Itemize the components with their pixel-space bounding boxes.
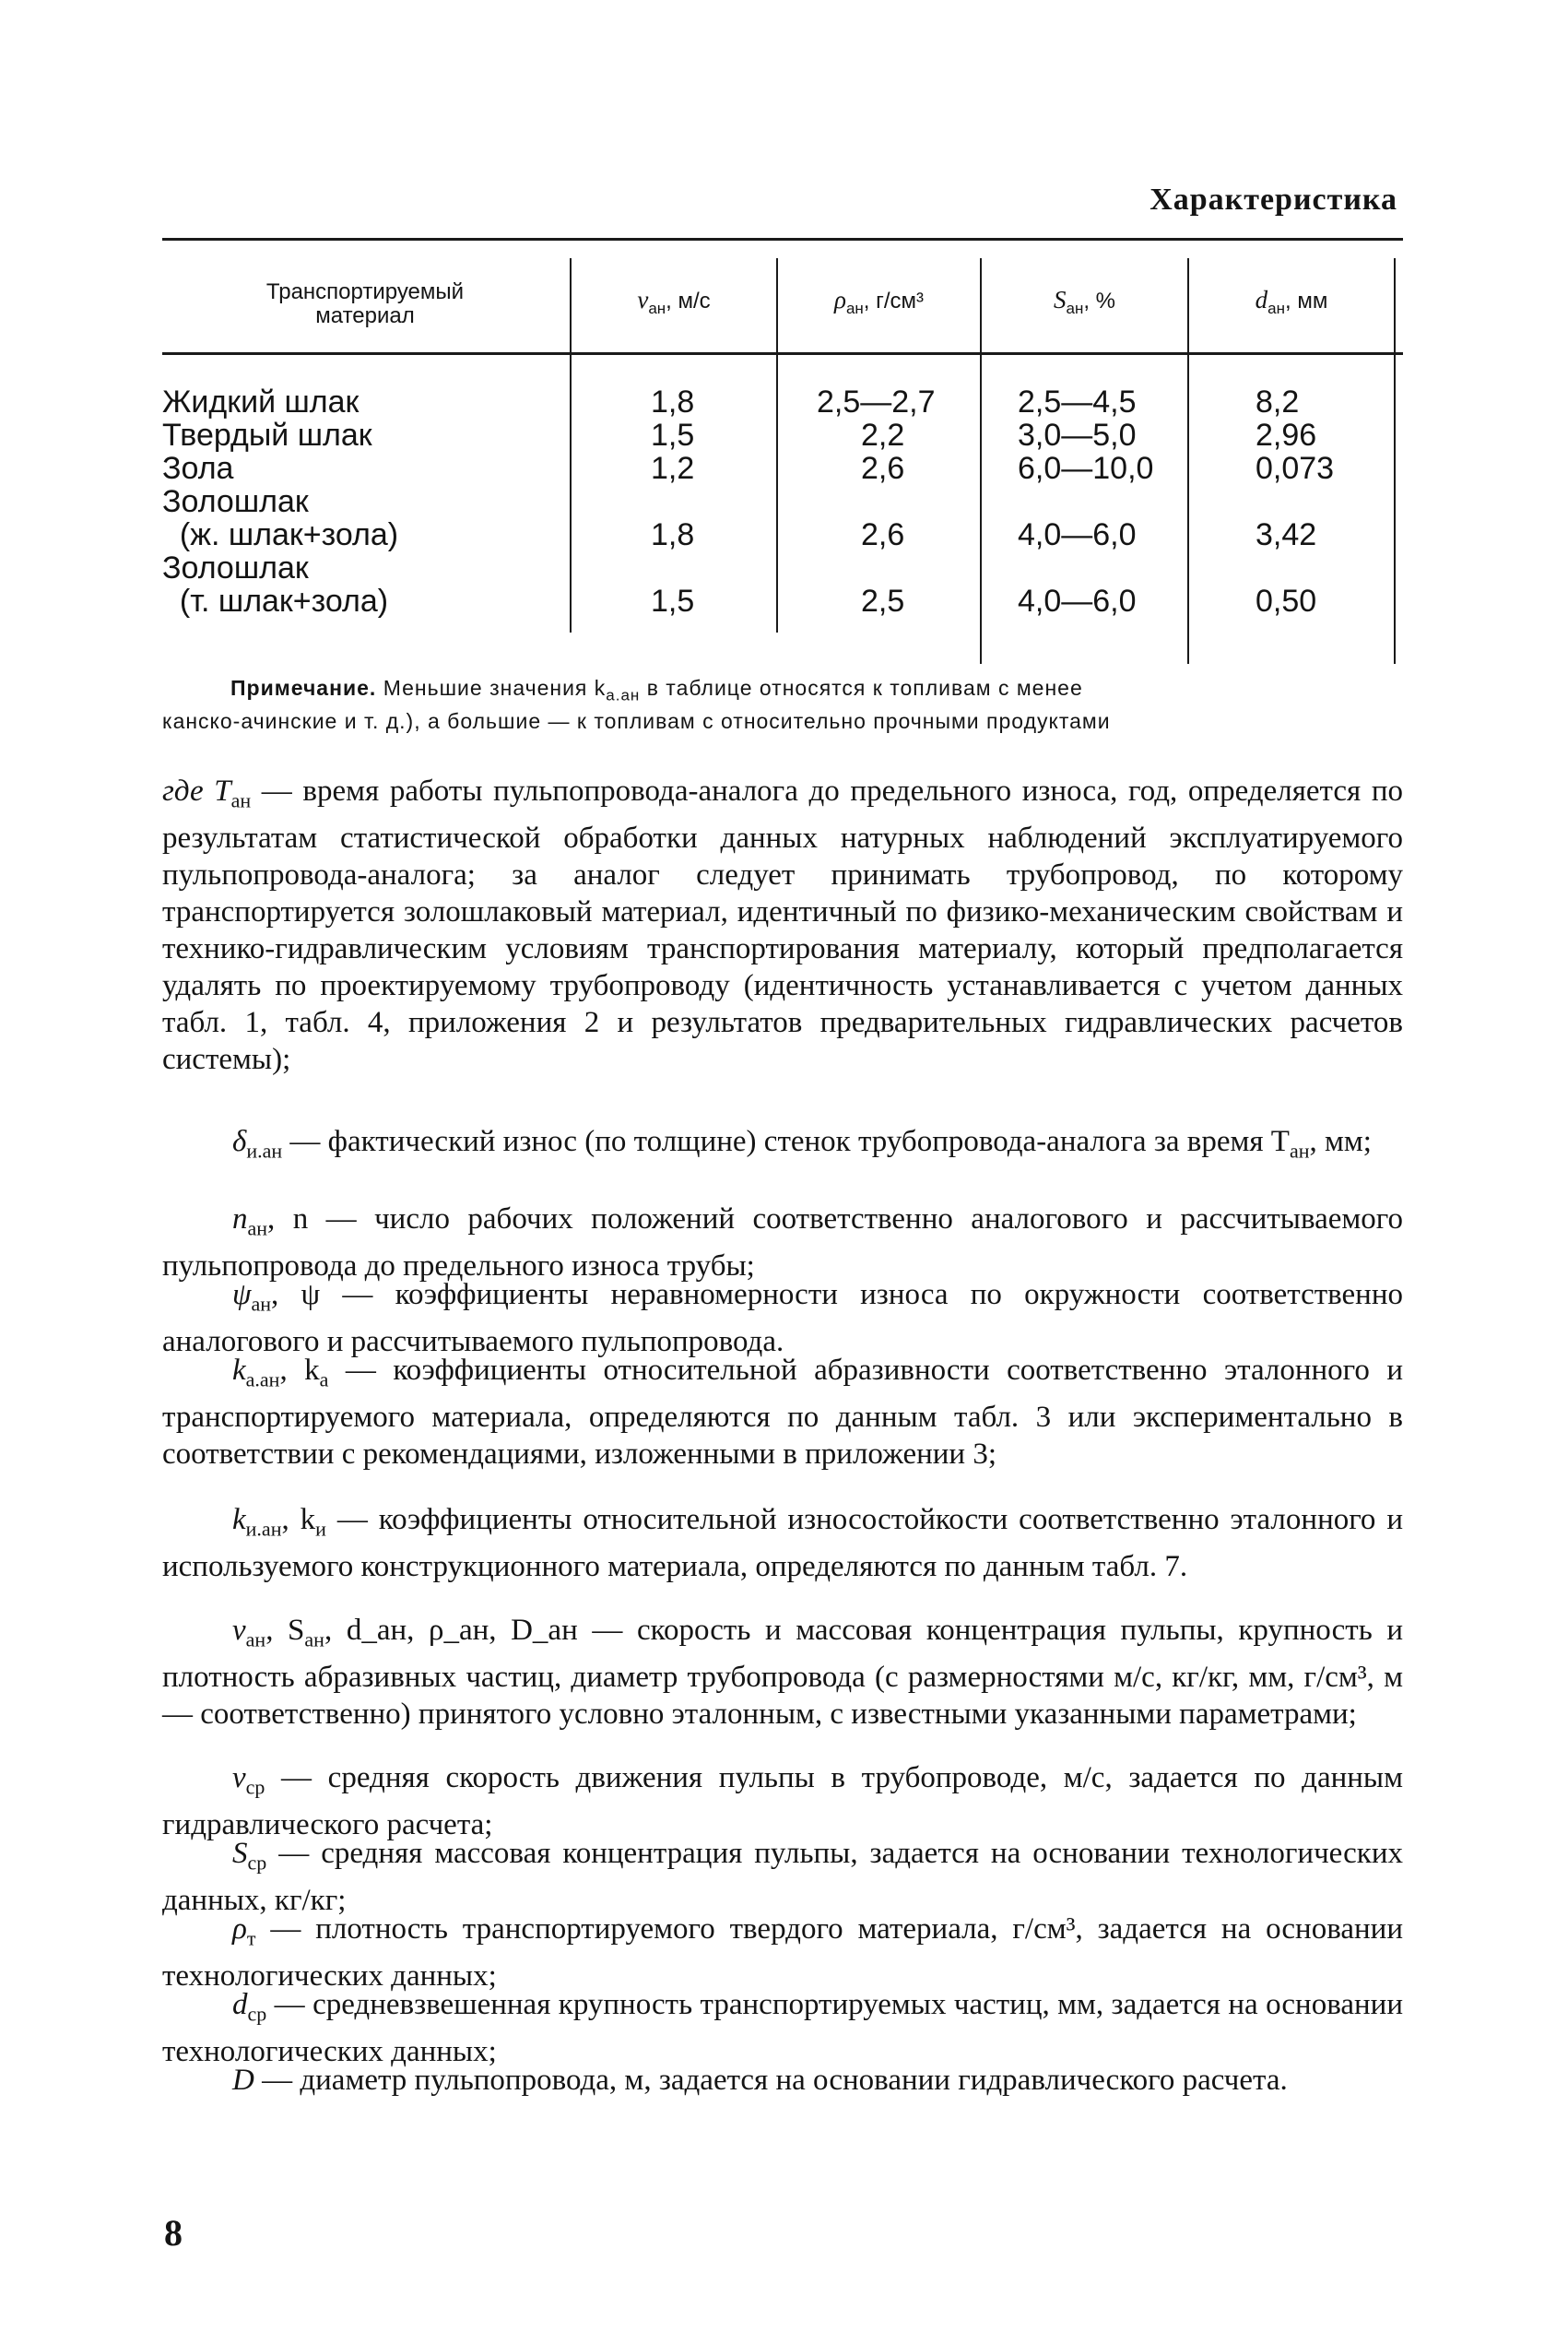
- cell-particle-size: 8,2: [1256, 385, 1300, 420]
- cell-density: 2,2: [861, 418, 905, 453]
- cell-density: 2,6: [861, 517, 905, 552]
- cell-velocity: 1,5: [651, 584, 695, 619]
- row-material: Золошлак (т. шлак+зола): [162, 550, 389, 619]
- paragraph-delta: $\delta_{и.ан}$ — фактический износ (по толщине) стенок трубопровода-аналога за время $T_{ан}$, мм;: [232, 1125, 1372, 1163]
- paragraph-v-cp: $v_{ср}$ — средняя скорость движения пульпы в трубопроводе, м/с, задается по данным гидравлического расчета;: [162, 1761, 1403, 1841]
- paragraph-diameter: D — диаметр пульпопровода, м, задается на основании гидравлического расчета.: [232, 2064, 1288, 2097]
- paragraph-t-an: где $T_{ан}$ — время работы пульпопровода-аналога до предельного износа, год, определяется по результатам статистической обработки данных натурных наблюдений эксплуатируемого пульпопровода-аналога; за аналог следует принимать трубопровод, по которому транспортируется золошлаковый материал, идентичный по физико-механическим свойствам и технико-гидравлическим условиям транспортирования материалу, который предполагается удалять по проектируемому трубопроводу (идентичность устанавливается с учетом данных табл. 1, табл. 4, приложения 2 и результатов предварительных гидравлических расчетов системы);: [162, 775, 1403, 1076]
- table-note: Примечание. Меньшие значения $k_{а.ан}$ в таблице относятся к топливам с менее: [230, 676, 1083, 704]
- row-material: Жидкий шлак: [162, 385, 360, 420]
- header-concentration: $S_{ан}$, %: [1053, 286, 1116, 317]
- row-material: Золошлак (ж. шлак+зола): [162, 484, 399, 552]
- paragraph-d-cp: $d_{ср}$ — средневзвешенная крупность транспортируемых частиц, мм, задается на основании технологических данных;: [162, 1988, 1403, 2068]
- paragraph-rho-t: $\rho_т$ — плотность транспортируемого твердого материала, г/см³, задается на основании технологических данных;: [162, 1912, 1403, 1993]
- cell-concentration: 4,0—6,0: [1018, 517, 1137, 552]
- table-note-continuation: канско-ачинские и т. д.), а большие — к топливам с относительно прочными продуктами: [162, 709, 1111, 733]
- cell-particle-size: 0,073: [1256, 451, 1335, 486]
- page-number: 8: [164, 2212, 183, 2254]
- table-top-rule: [162, 238, 1403, 241]
- cell-velocity: 1,5: [651, 418, 695, 453]
- cell-particle-size: 3,42: [1256, 517, 1317, 552]
- paragraph-n: $n_{ан}$, n — число рабочих положений соответственно аналогового и рассчитываемого пульпопровода до предельного износа трубы;: [162, 1202, 1403, 1283]
- row-material: Зола: [162, 451, 234, 486]
- header-material: Транспортируемый материал: [265, 279, 465, 328]
- cell-concentration: 4,0—6,0: [1018, 584, 1137, 619]
- cell-concentration: 3,0—5,0: [1018, 418, 1137, 453]
- header-particle-size: $d_{ан}$, мм: [1255, 286, 1328, 317]
- cell-concentration: 2,5—4,5: [1018, 385, 1137, 420]
- cell-velocity: 1,8: [651, 517, 695, 552]
- cell-density: 2,5: [861, 584, 905, 619]
- cell-velocity: 1,8: [651, 385, 695, 420]
- cell-velocity: 1,2: [651, 451, 695, 486]
- cell-concentration: 6,0—10,0: [1018, 451, 1154, 486]
- cell-density: 2,6: [861, 451, 905, 486]
- paragraph-psi: $\psi_{ан}$, ψ — коэффициенты неравномерности износа по окружности соответственно аналогового и рассчитываемого пульпопровода.: [162, 1278, 1403, 1358]
- header-density: $\rho_{ан}$, г/см³: [833, 286, 925, 317]
- paragraph-k-a: $k_{а.ан}$, $k_а$ — коэффициенты относительной абразивности соответственно эталонного и транспортируемого материала, определяются по данным табл. 3 или экспериментально в соответствии с рекомендациями, изложенными в приложении 3;: [162, 1354, 1403, 1471]
- section-heading: Характеристика: [1149, 183, 1397, 217]
- cell-particle-size: 2,96: [1256, 418, 1317, 453]
- column-divider: [1394, 258, 1396, 664]
- header-velocity: $v_{ан}$, м/с: [637, 286, 711, 317]
- table-header-rule: [162, 352, 1403, 355]
- cell-particle-size: 0,50: [1256, 584, 1317, 619]
- cell-density: 2,5—2,7: [817, 385, 936, 420]
- paragraph-k-i: $k_{и.ан}$, $k_и$ — коэффициенты относительной износостойкости соответственно эталонного и используемого конструкционного материала, определяются по данным табл. 7.: [162, 1503, 1404, 1583]
- paragraph-reference-params: $v_{ан}$, $S_{ан}$, d_ан, ρ_ан, D_ан — скорость и массовая концентрация пульпы, крупность и плотность абразивных частиц, диаметр трубопровода (с размерностями м/с, кг/кг, мм, г/см³, м — соответственно) принятого условно эталонным, с известными указанными параметрами;: [162, 1614, 1403, 1731]
- paragraph-s-cp: $S_{ср}$ — средняя массовая концентрация пульпы, задается на основании технологических данных, кг/кг;: [162, 1837, 1403, 1917]
- row-material: Твердый шлак: [162, 418, 372, 453]
